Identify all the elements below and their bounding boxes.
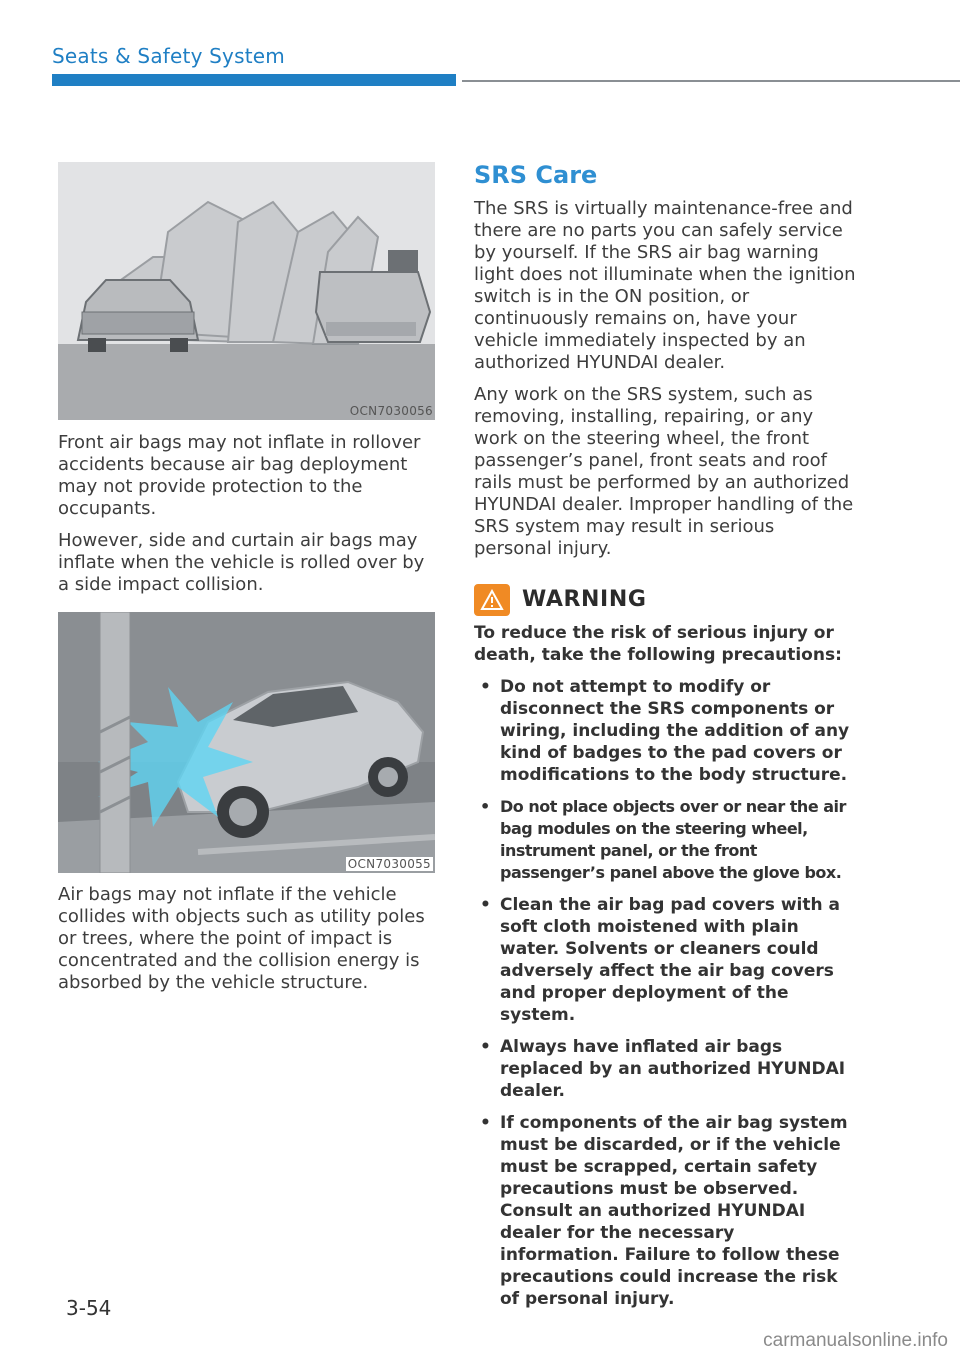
header-accent-bar: [52, 74, 456, 86]
pole-collision-illustration-art: [58, 612, 435, 873]
warning-triangle-icon: [474, 584, 510, 616]
warning-header: [474, 584, 856, 616]
bullet: •: [480, 797, 490, 816]
section-title: SRS Care: [474, 161, 598, 189]
left-text-block-1: [58, 432, 438, 606]
right-column: [474, 160, 856, 1320]
bullet: •: [480, 1113, 491, 1133]
warning-list: [474, 676, 856, 1310]
list-item-text: Always have inflated air bags replaced by an authorized HYUNDAI dealer.: [500, 1037, 846, 1101]
rollover-illustration-art: [58, 162, 435, 420]
paragraph: However, side and curtain air bags may inflate when the vehicle is rolled over by a side impact collision.: [58, 530, 425, 595]
header-divider-line: [462, 80, 960, 82]
warning-title: WARNING: [522, 587, 647, 612]
bullet: •: [480, 677, 491, 697]
paragraph: Any work on the SRS system, such as removing, installing, repairing, or any work on the steering wheel, the front passenger’s panel, front seats and roof rails must be performed by an authorized HYUNDAI dealer. Improper handling of the SRS system may result in serious personal injury.: [474, 384, 854, 559]
list-item: [474, 1036, 856, 1102]
bullet: •: [480, 1037, 491, 1057]
figure-code: OCN7030055: [347, 857, 431, 871]
page-number: 3-54: [66, 1296, 112, 1320]
paragraph: Air bags may not inflate if the vehicle collides with objects such as utility poles or trees, where the point of impact is concentrated and the collision energy is absorbed by the vehicle structure.: [58, 884, 425, 993]
list-item: [474, 796, 856, 884]
paragraph: The SRS is virtually maintenance-free and there are no parts you can safely service by yourself. If the SRS air bag warning light does not illuminate when the ignition switch is in the ON position, or continuously remains on, have your vehicle immediately inspected by an authorized HYUNDAI dealer.: [474, 198, 856, 373]
list-item: [474, 894, 856, 1026]
list-item: [474, 1112, 856, 1310]
warning-intro: To reduce the risk of serious injury or death, take the following precautions:: [474, 623, 842, 665]
list-item-text: If components of the air bag system must be discarded, or if the vehicle must be scrapped, certain safety precautions must be observed. Consult an authorized HYUNDAI dealer for the necessary information. Failure to follow these precautions could increase the risk of personal injury.: [500, 1113, 848, 1309]
section-header-title: Seats & Safety System: [52, 44, 285, 68]
figure-code: OCN7030056: [349, 404, 433, 418]
list-item: [474, 676, 856, 786]
left-text-block-2: [58, 884, 438, 1004]
paragraph: Front air bags may not inflate in rollover accidents because air bag deployment may not provide protection to the occupants.: [58, 432, 421, 519]
watermark: carmanualsonline.info: [763, 1330, 948, 1351]
rollover-illustration: [58, 162, 435, 420]
list-item-text: Do not place objects over or near the air bag modules on the steering wheel, instrument panel, or the front passenger’s panel above the glove box.: [500, 797, 846, 882]
pole-collision-illustration: [58, 612, 435, 873]
list-item-text: Clean the air bag pad covers with a soft cloth moistened with plain water. Solvents or cleaners could adversely affect the air bag covers and proper deployment of the system.: [500, 895, 840, 1025]
bullet: •: [480, 895, 491, 915]
list-item-text: Do not attempt to modify or disconnect the SRS components or wiring, including the addition of any kind of badges to the pad covers or modifications to the body structure.: [500, 677, 850, 785]
